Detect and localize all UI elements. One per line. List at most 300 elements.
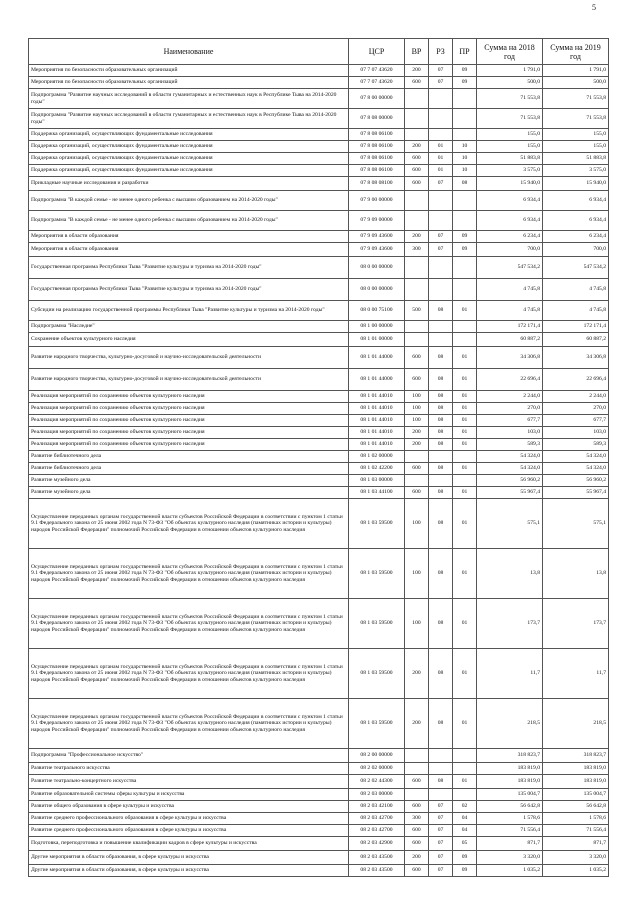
row-rz: 07 <box>429 65 453 77</box>
row-rz <box>429 763 453 775</box>
table-row <box>29 649 609 699</box>
table-row <box>29 599 609 649</box>
row-sum-2018: 71 553,8 <box>477 89 543 109</box>
row-sum-2018: 60 887,2 <box>477 333 543 347</box>
table-header-row <box>29 39 609 65</box>
row-vr: 200 <box>405 231 429 243</box>
row-vr: 200 <box>405 141 429 153</box>
row-vr: 300 <box>405 813 429 825</box>
row-vr: 600 <box>405 463 429 475</box>
row-csr: 08 1 02 00000 <box>349 451 405 463</box>
row-sum-2018: 13,8 <box>477 549 543 599</box>
row-sum-2019: 318 823,7 <box>543 749 609 763</box>
row-vr <box>405 279 429 301</box>
row-sum-2019: 4 745,8 <box>543 301 609 321</box>
row-csr: 08 1 03 59500 <box>349 499 405 549</box>
row-vr <box>405 321 429 333</box>
table-row <box>29 851 609 865</box>
row-csr: 08 0 00 00000 <box>349 257 405 279</box>
row-sum-2018: 56 960,2 <box>477 475 543 487</box>
header-csr: ЦСР <box>349 39 405 65</box>
row-sum-2019: 54 324,0 <box>543 451 609 463</box>
table-row <box>29 487 609 499</box>
row-sum-2018: 700,0 <box>477 243 543 257</box>
row-pr <box>453 89 477 109</box>
row-rz <box>429 109 453 129</box>
row-pr: 01 <box>453 775 477 789</box>
row-vr: 600 <box>405 825 429 837</box>
table-row <box>29 165 609 177</box>
row-vr: 200 <box>405 65 429 77</box>
table-row <box>29 279 609 301</box>
row-rz: 08 <box>429 301 453 321</box>
row-sum-2019: 183 819,0 <box>543 775 609 789</box>
row-sum-2019: 13,8 <box>543 549 609 599</box>
row-sum-2018: 71 556,4 <box>477 825 543 837</box>
row-csr: 08 1 01 44010 <box>349 439 405 451</box>
table-row <box>29 391 609 403</box>
row-name: Мероприятия по безопасности образовательных организаций <box>29 77 349 89</box>
row-name: Подпрограмма "Развитие научных исследований в области гуманитарных и естественных наук в Республике Тыва на 2014-2020 годы" <box>29 89 349 109</box>
row-vr <box>405 89 429 109</box>
row-sum-2018: 22 696,4 <box>477 369 543 391</box>
row-name: Реализация мероприятий по сохранению объектов культурного наследия <box>29 439 349 451</box>
row-sum-2019: 3 320,0 <box>543 851 609 865</box>
row-csr: 08 2 03 42100 <box>349 801 405 813</box>
row-sum-2019: 71 556,4 <box>543 825 609 837</box>
row-pr: 01 <box>453 427 477 439</box>
row-vr: 100 <box>405 403 429 415</box>
header-name: Наименование <box>29 39 349 65</box>
row-sum-2018: 318 823,7 <box>477 749 543 763</box>
row-csr: 08 1 01 44010 <box>349 427 405 439</box>
row-vr <box>405 451 429 463</box>
row-pr: 01 <box>453 487 477 499</box>
row-pr <box>453 211 477 231</box>
row-sum-2018: 218,5 <box>477 699 543 749</box>
row-pr: 01 <box>453 301 477 321</box>
table-row <box>29 813 609 825</box>
row-rz <box>429 129 453 141</box>
row-sum-2019: 103,0 <box>543 427 609 439</box>
header-vr: ВР <box>405 39 429 65</box>
row-name: Реализация мероприятий по сохранению объектов культурного наследия <box>29 391 349 403</box>
row-rz: 08 <box>429 775 453 789</box>
row-pr: 09 <box>453 231 477 243</box>
row-rz: 08 <box>429 347 453 369</box>
row-csr: 07 8 00 00000 <box>349 89 405 109</box>
row-pr: 04 <box>453 825 477 837</box>
row-pr <box>453 129 477 141</box>
row-csr: 07 7 07 43620 <box>349 77 405 89</box>
row-csr: 07 9 09 00000 <box>349 211 405 231</box>
row-sum-2018: 4 745,8 <box>477 301 543 321</box>
row-csr: 08 2 03 42700 <box>349 825 405 837</box>
row-vr: 600 <box>405 369 429 391</box>
row-vr: 600 <box>405 775 429 789</box>
row-pr: 09 <box>453 851 477 865</box>
row-rz: 01 <box>429 141 453 153</box>
row-csr: 08 2 00 00000 <box>349 749 405 763</box>
row-csr: 08 1 03 59500 <box>349 599 405 649</box>
row-sum-2019: 575,1 <box>543 499 609 549</box>
table-row <box>29 301 609 321</box>
row-vr: 100 <box>405 499 429 549</box>
row-name: Субсидии на реализацию государственной программы Республики Тыва "Развитие культуры и туризма на 2014-2020 годы" <box>29 301 349 321</box>
row-pr <box>453 257 477 279</box>
row-name: Развитие общего образования в сфере культуры и искусства <box>29 801 349 813</box>
row-sum-2019: 2 244,0 <box>543 391 609 403</box>
row-pr: 01 <box>453 415 477 427</box>
row-csr: 08 1 01 44000 <box>349 369 405 391</box>
row-name: Подпрограмма "В каждой семье - не менее одного ребенка с высшим образованием на 2014-2020 годы" <box>29 191 349 211</box>
row-pr: 10 <box>453 153 477 165</box>
budget-table <box>28 38 609 877</box>
row-vr: 600 <box>405 837 429 851</box>
row-vr: 600 <box>405 177 429 191</box>
row-sum-2019: 11,7 <box>543 649 609 699</box>
row-sum-2019: 6 234,4 <box>543 231 609 243</box>
row-name: Осуществление переданных органам государственной власти субъектов Российской Федерации в соответствии с пунктом 1 статьи 9.1 Федерального закона от 25 июня 2002 года N 73-ФЗ "Об объектах культурного наследия (памятниках истории и культуры) народов Российской Федерации" полномочий Российской Федерации в отношении объектов культурного наследия <box>29 649 349 699</box>
table-row <box>29 475 609 487</box>
row-sum-2018: 3 575,0 <box>477 165 543 177</box>
row-pr: 09 <box>453 865 477 877</box>
table-row <box>29 451 609 463</box>
row-name: Развитие народного творчества, культурно-досуговой и научно-исследовательской деятельности <box>29 347 349 369</box>
row-sum-2018: 135 004,7 <box>477 789 543 801</box>
table-row <box>29 699 609 749</box>
header-sum-2018: Сумма на 2018 год <box>477 39 543 65</box>
row-vr <box>405 109 429 129</box>
table-row <box>29 789 609 801</box>
row-rz: 08 <box>429 499 453 549</box>
table-row <box>29 801 609 813</box>
row-rz: 08 <box>429 439 453 451</box>
row-sum-2019: 172 171,4 <box>543 321 609 333</box>
row-rz <box>429 789 453 801</box>
row-name: Развитие среднего профессионального образования в сфере культуры и искусства <box>29 825 349 837</box>
row-vr: 200 <box>405 649 429 699</box>
row-sum-2019: 183 819,0 <box>543 763 609 775</box>
row-sum-2018: 2 244,0 <box>477 391 543 403</box>
row-vr <box>405 749 429 763</box>
row-sum-2019: 155,0 <box>543 129 609 141</box>
table-row <box>29 415 609 427</box>
table-row <box>29 463 609 475</box>
row-sum-2019: 4 745,8 <box>543 279 609 301</box>
row-vr: 200 <box>405 851 429 865</box>
table-row <box>29 763 609 775</box>
row-sum-2019: 22 696,4 <box>543 369 609 391</box>
row-pr <box>453 749 477 763</box>
row-rz: 07 <box>429 231 453 243</box>
row-sum-2018: 15 940,0 <box>477 177 543 191</box>
table-row <box>29 865 609 877</box>
row-pr: 08 <box>453 177 477 191</box>
row-vr: 600 <box>405 165 429 177</box>
header-pr: ПР <box>453 39 477 65</box>
row-vr <box>405 129 429 141</box>
row-sum-2018: 270,0 <box>477 403 543 415</box>
row-sum-2018: 6 934,4 <box>477 191 543 211</box>
row-pr: 01 <box>453 391 477 403</box>
row-pr <box>453 333 477 347</box>
row-pr: 01 <box>453 649 477 699</box>
row-name: Развитие театрального искусства <box>29 763 349 775</box>
row-vr: 600 <box>405 865 429 877</box>
row-name: Другие мероприятия в области образования, в сфере культуры и искусства <box>29 851 349 865</box>
row-sum-2018: 54 324,0 <box>477 463 543 475</box>
row-name: Развитие среднего профессионального образования в сфере культуры и искусства <box>29 813 349 825</box>
row-pr: 01 <box>453 439 477 451</box>
row-sum-2019: 51 883,8 <box>543 153 609 165</box>
row-vr <box>405 763 429 775</box>
table-row <box>29 837 609 851</box>
row-csr: 08 1 03 44100 <box>349 487 405 499</box>
row-sum-2019: 173,7 <box>543 599 609 649</box>
row-sum-2018: 6 234,4 <box>477 231 543 243</box>
page-number: 5 <box>592 3 596 12</box>
row-vr: 100 <box>405 549 429 599</box>
row-name: Поддержка организаций, осуществляющих фундаментальные исследования <box>29 165 349 177</box>
row-sum-2018: 547 534,2 <box>477 257 543 279</box>
row-csr: 08 0 00 00000 <box>349 279 405 301</box>
row-sum-2019: 270,0 <box>543 403 609 415</box>
row-name: Осуществление переданных органам государственной власти субъектов Российской Федерации в соответствии с пунктом 1 статьи 9.1 Федерального закона от 25 июня 2002 года N 73-ФЗ "Об объектах культурного наследия (памятниках истории и культуры) народов Российской Федерации" полномочий Российской Федерации в отношении объектов культурного наследия <box>29 499 349 549</box>
row-sum-2019: 6 934,4 <box>543 211 609 231</box>
table-row <box>29 243 609 257</box>
table-row <box>29 427 609 439</box>
table-row <box>29 749 609 763</box>
table-row <box>29 369 609 391</box>
row-csr: 08 1 01 44010 <box>349 403 405 415</box>
row-name: Подготовка, переподготовка и повышение квалификации кадров в сфере культуры и искусства <box>29 837 349 851</box>
row-vr: 100 <box>405 415 429 427</box>
row-vr <box>405 333 429 347</box>
row-vr <box>405 789 429 801</box>
row-name: Реализация мероприятий по сохранению объектов культурного наследия <box>29 403 349 415</box>
row-rz: 01 <box>429 153 453 165</box>
row-vr: 600 <box>405 153 429 165</box>
row-pr: 01 <box>453 699 477 749</box>
row-rz: 08 <box>429 699 453 749</box>
row-sum-2019: 56 960,2 <box>543 475 609 487</box>
row-csr: 08 1 03 59500 <box>349 699 405 749</box>
row-rz: 08 <box>429 403 453 415</box>
row-name: Реализация мероприятий по сохранению объектов культурного наследия <box>29 427 349 439</box>
header-rz: РЗ <box>429 39 453 65</box>
table-row <box>29 321 609 333</box>
row-sum-2019: 56 642,8 <box>543 801 609 813</box>
row-csr: 08 1 03 59500 <box>349 649 405 699</box>
row-rz: 07 <box>429 837 453 851</box>
row-vr: 100 <box>405 391 429 403</box>
row-sum-2019: 71 553,8 <box>543 109 609 129</box>
row-rz <box>429 89 453 109</box>
row-pr: 01 <box>453 347 477 369</box>
table-row <box>29 257 609 279</box>
row-sum-2019: 547 534,2 <box>543 257 609 279</box>
row-vr: 600 <box>405 77 429 89</box>
row-rz: 08 <box>429 391 453 403</box>
row-rz: 07 <box>429 77 453 89</box>
row-name: Развитие библиотечного дела <box>29 463 349 475</box>
row-name: Поддержка организаций, осуществляющих фундаментальные исследования <box>29 129 349 141</box>
row-rz <box>429 451 453 463</box>
row-pr <box>453 109 477 129</box>
row-csr: 08 2 03 43500 <box>349 865 405 877</box>
row-csr: 08 1 02 42200 <box>349 463 405 475</box>
row-csr: 08 2 02 00000 <box>349 763 405 775</box>
row-sum-2018: 677,7 <box>477 415 543 427</box>
row-pr: 01 <box>453 403 477 415</box>
row-sum-2018: 172 171,4 <box>477 321 543 333</box>
row-name: Развитие народного творчества, культурно-досуговой и научно-исследовательской деятельности <box>29 369 349 391</box>
row-sum-2018: 500,0 <box>477 77 543 89</box>
row-sum-2019: 1 578,6 <box>543 813 609 825</box>
row-sum-2018: 71 553,8 <box>477 109 543 129</box>
row-pr <box>453 789 477 801</box>
row-pr <box>453 191 477 211</box>
row-csr: 07 8 08 08100 <box>349 177 405 191</box>
row-sum-2019: 55 967,4 <box>543 487 609 499</box>
row-sum-2018: 173,7 <box>477 599 543 649</box>
row-pr <box>453 475 477 487</box>
row-csr: 08 2 03 42700 <box>349 813 405 825</box>
table-row <box>29 153 609 165</box>
row-csr: 08 1 00 00000 <box>349 321 405 333</box>
row-vr: 600 <box>405 801 429 813</box>
row-sum-2019: 871,7 <box>543 837 609 851</box>
row-name: Прикладные научные исследования и разработки <box>29 177 349 191</box>
table-row <box>29 333 609 347</box>
row-pr <box>453 279 477 301</box>
row-pr: 04 <box>453 813 477 825</box>
row-pr: 02 <box>453 801 477 813</box>
row-name: Развитие образовательной системы сферы культуры и искусства <box>29 789 349 801</box>
row-sum-2018: 34 306,8 <box>477 347 543 369</box>
row-csr: 07 8 08 06100 <box>349 165 405 177</box>
row-csr: 08 1 03 00000 <box>349 475 405 487</box>
row-rz: 07 <box>429 865 453 877</box>
row-csr: 08 0 00 75100 <box>349 301 405 321</box>
table-row <box>29 549 609 599</box>
row-name: Осуществление переданных органам государственной власти субъектов Российской Федерации в соответствии с пунктом 1 статьи 9.1 Федерального закона от 25 июня 2002 года N 73-ФЗ "Об объектах культурного наследия (памятниках истории и культуры) народов Российской Федерации" полномочий Российской Федерации в отношении объектов культурного наследия <box>29 699 349 749</box>
table-row <box>29 89 609 109</box>
row-sum-2018: 3 320,0 <box>477 851 543 865</box>
row-csr: 07 8 08 06100 <box>349 129 405 141</box>
table-row <box>29 211 609 231</box>
row-csr: 07 9 09 43600 <box>349 231 405 243</box>
row-sum-2018: 103,0 <box>477 427 543 439</box>
row-vr: 600 <box>405 347 429 369</box>
row-csr: 08 1 01 00000 <box>349 333 405 347</box>
row-rz <box>429 333 453 347</box>
row-sum-2019: 155,0 <box>543 141 609 153</box>
row-name: Осуществление переданных органам государственной власти субъектов Российской Федерации в соответствии с пунктом 1 статьи 9.1 Федерального закона от 25 июня 2002 года N 73-ФЗ "Об объектах культурного наследия (памятниках истории и культуры) народов Российской Федерации" полномочий Российской Федерации в отношении объектов культурного наследия <box>29 549 349 599</box>
row-vr: 500 <box>405 301 429 321</box>
row-sum-2018: 51 883,8 <box>477 153 543 165</box>
table-row <box>29 825 609 837</box>
row-name: Поддержка организаций, осуществляющих фундаментальные исследования <box>29 153 349 165</box>
row-name: Осуществление переданных органам государственной власти субъектов Российской Федерации в соответствии с пунктом 1 статьи 9.1 Федерального закона от 25 июня 2002 года N 73-ФЗ "Об объектах культурного наследия (памятниках истории и культуры) народов Российской Федерации" полномочий Российской Федерации в отношении объектов культурного наследия <box>29 599 349 649</box>
row-rz <box>429 475 453 487</box>
row-rz: 07 <box>429 801 453 813</box>
row-sum-2019: 135 004,7 <box>543 789 609 801</box>
row-name: Развитие музейного дела <box>29 487 349 499</box>
row-vr: 200 <box>405 439 429 451</box>
row-pr: 01 <box>453 599 477 649</box>
table-row <box>29 129 609 141</box>
row-sum-2018: 56 642,8 <box>477 801 543 813</box>
row-pr: 09 <box>453 77 477 89</box>
table-row <box>29 177 609 191</box>
row-name: Мероприятия в области образования <box>29 243 349 257</box>
row-sum-2018: 4 745,8 <box>477 279 543 301</box>
row-rz: 07 <box>429 177 453 191</box>
row-name: Государственная программа Республики Тыва "Развитие культуры и туризма на 2014-2020 годы" <box>29 257 349 279</box>
row-vr <box>405 475 429 487</box>
row-csr: 08 1 01 44010 <box>349 391 405 403</box>
row-pr: 09 <box>453 243 477 257</box>
row-sum-2018: 589,3 <box>477 439 543 451</box>
table-row <box>29 77 609 89</box>
row-csr: 07 9 09 43600 <box>349 243 405 257</box>
row-csr: 08 1 03 59500 <box>349 549 405 599</box>
row-sum-2018: 871,7 <box>477 837 543 851</box>
row-csr: 07 8 08 06100 <box>349 153 405 165</box>
row-sum-2018: 54 324,0 <box>477 451 543 463</box>
row-sum-2019: 677,7 <box>543 415 609 427</box>
row-rz <box>429 191 453 211</box>
row-pr: 10 <box>453 141 477 153</box>
row-csr: 08 2 03 43500 <box>349 851 405 865</box>
row-name: Развитие музейного дела <box>29 475 349 487</box>
row-sum-2019: 54 324,0 <box>543 463 609 475</box>
row-rz <box>429 257 453 279</box>
row-sum-2019: 60 887,2 <box>543 333 609 347</box>
row-csr: 08 1 01 44000 <box>349 347 405 369</box>
row-sum-2019: 6 934,4 <box>543 191 609 211</box>
row-csr: 08 2 03 00000 <box>349 789 405 801</box>
row-pr: 01 <box>453 369 477 391</box>
row-csr: 08 2 02 44300 <box>349 775 405 789</box>
row-csr: 07 8 08 00000 <box>349 109 405 129</box>
row-vr <box>405 211 429 231</box>
row-sum-2019: 589,3 <box>543 439 609 451</box>
table-row <box>29 141 609 153</box>
row-vr <box>405 257 429 279</box>
row-csr: 08 1 01 44010 <box>349 415 405 427</box>
row-csr: 08 2 03 42900 <box>349 837 405 851</box>
row-pr <box>453 763 477 775</box>
row-vr: 200 <box>405 699 429 749</box>
row-sum-2019: 1 035,2 <box>543 865 609 877</box>
row-pr: 01 <box>453 549 477 599</box>
row-rz: 08 <box>429 427 453 439</box>
row-pr <box>453 321 477 333</box>
row-name: Подпрограмма "Профессиональное искусство" <box>29 749 349 763</box>
row-rz: 08 <box>429 369 453 391</box>
row-sum-2018: 183 819,0 <box>477 763 543 775</box>
row-sum-2019: 700,0 <box>543 243 609 257</box>
row-rz: 07 <box>429 813 453 825</box>
row-sum-2018: 1 035,2 <box>477 865 543 877</box>
row-rz: 08 <box>429 599 453 649</box>
table-row <box>29 109 609 129</box>
row-name: Реализация мероприятий по сохранению объектов культурного наследия <box>29 415 349 427</box>
row-vr: 200 <box>405 427 429 439</box>
